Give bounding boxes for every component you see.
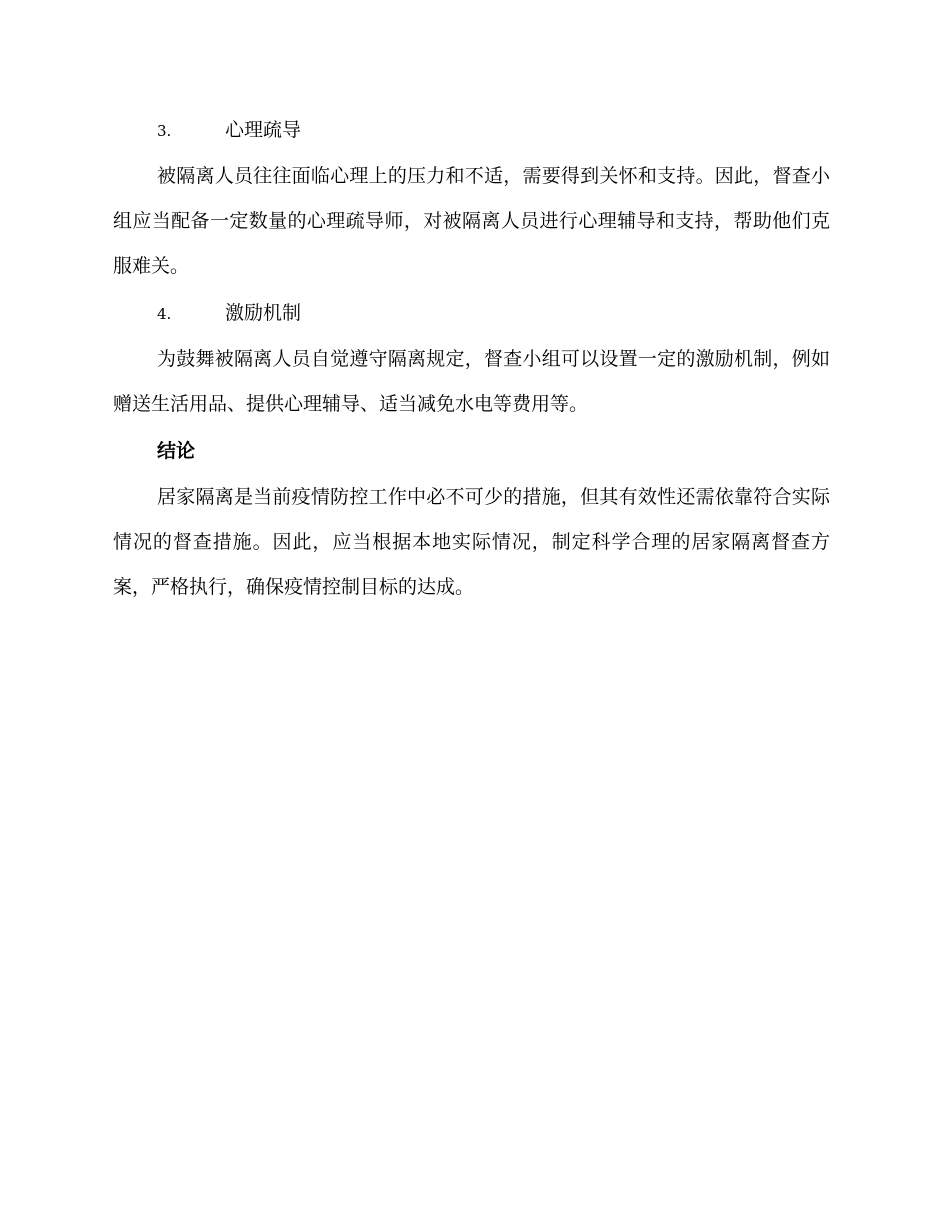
paragraph-incentive-mechanism: 为鼓舞被隔离人员自觉遵守隔离规定，督查小组可以设置一定的激励机制，例如赠送生活用品、提供心理辅导、适当减免水电等费用等。: [113, 348, 830, 415]
list-number: 4.: [157, 305, 172, 323]
list-heading-text: 心理疏导: [225, 119, 302, 141]
paragraph-conclusion: 居家隔离是当前疫情防控工作中必不可少的措施，但其有效性还需依靠符合实际情况的督查措施。因此，应当根据本地实际情况，制定科学合理的居家隔离督查方案，严格执行，确保疫情控制目标的达成。: [113, 486, 830, 598]
conclusion-heading: 结论: [157, 440, 196, 462]
list-heading-incentive-mechanism: [113, 291, 830, 335]
document-content: [113, 108, 830, 612]
paragraph-psychological-counseling: 被隔离人员往往面临心理上的压力和不适，需要得到关怀和支持。因此，督查小组应当配备一定数量的心理疏导师，对被隔离人员进行心理辅导和支持，帮助他们克服难关。: [113, 165, 830, 277]
list-heading-text: 激励机制: [225, 302, 302, 324]
list-number: 3.: [157, 122, 172, 140]
list-heading-psychological-counseling: [113, 108, 830, 152]
